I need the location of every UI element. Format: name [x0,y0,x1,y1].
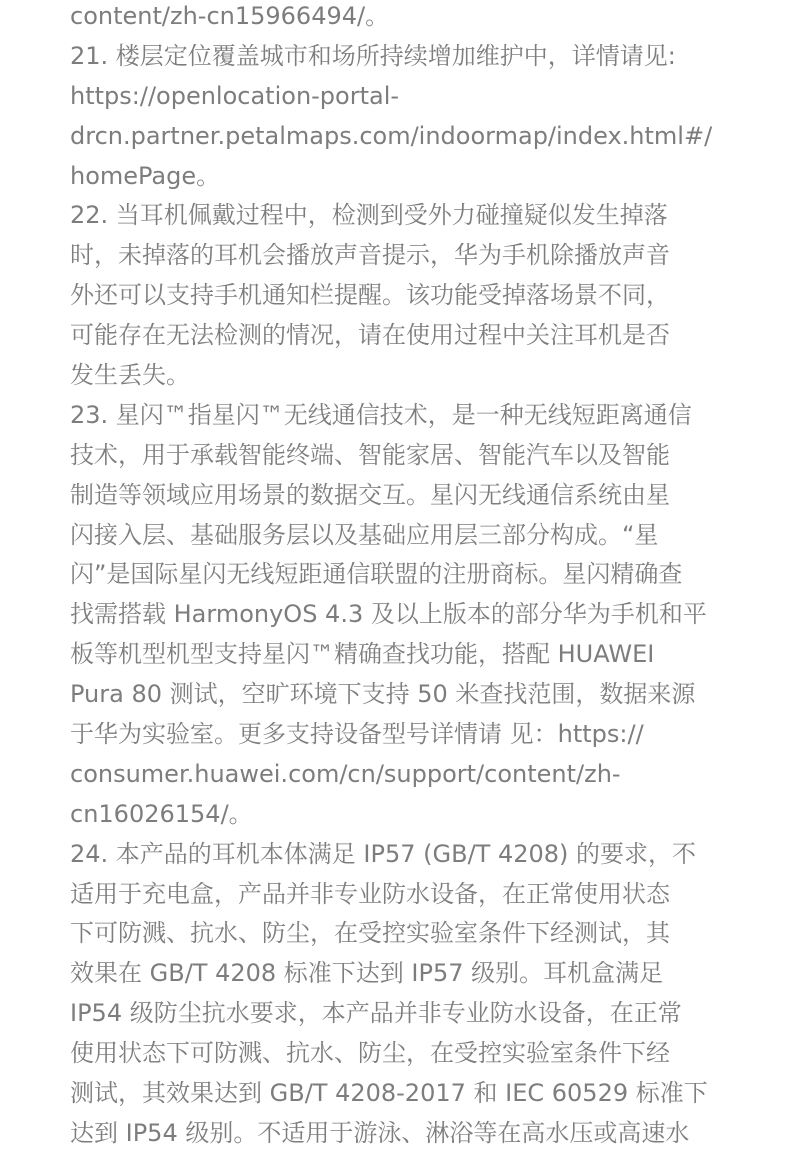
note-link-line[interactable]: homePage。 [70,161,221,190]
note-line: 板等机型机型支持星闪™精确查找功能，搭配 HUAWEI [70,640,655,669]
note-23 [70,396,720,835]
note-line: 制造等领域应用场景的数据交互。星闪无线通信系统由星 [70,480,670,509]
footnotes-document [70,0,720,1154]
note-line: Pura 80 测试，空旷环境下支持 50 米查找范围，数据来源 [70,680,696,709]
note-line: 24. 本产品的耳机本体满足 IP57 (GB/T 4208) 的要求，不 [70,839,697,868]
note-21 [70,37,720,197]
note-line: 于华为实验室。更多支持设备型号详情请 见：https:// [70,720,644,749]
note-line: 适用于充电盒，产品并非专业防水设备，在正常使用状态 [70,879,670,908]
note-line: 22. 当耳机佩戴过程中，检测到受外力碰撞疑似发生掉落 [70,201,668,230]
note-link-line[interactable]: consumer.huawei.com/cn/support/content/zh- [70,759,621,788]
note-line: content/zh-cn15966494/。 [70,2,390,30]
note-22 [70,196,720,395]
note-link-line[interactable]: cn16026154/。 [70,799,253,828]
note-line: 效果在 GB/T 4208 标准下达到 IP57 级别。耳机盒满足 [70,959,664,988]
note-line: 测试，其效果达到 GB/T 4208-2017 和 IEC 60529 标准下 [70,1079,708,1108]
note-link-line[interactable]: drcn.partner.petalmaps.com/indoormap/index.html#/ [70,121,713,150]
note-line: 23. 星闪™指星闪™无线通信技术，是一种无线短距离通信 [70,400,692,429]
note-line: 闪接入层、基础服务层以及基础应用层三部分构成。“星 [70,520,659,549]
note-line: 使用状态下可防溅、抗水、防尘，在受控实验室条件下经 [70,1039,670,1068]
note-line: 时，未掉落的耳机会播放声音提示，华为手机除播放声音 [70,241,670,270]
note-line: 发生丢失。 [70,361,190,390]
note-line: 可能存在无法检测的情况，请在使用过程中关注耳机是否 [70,321,670,350]
note-line: 下可防溅、抗水、防尘，在受控实验室条件下经测试，其 [70,919,670,948]
note-line: 外还可以支持手机通知栏提醒。该功能受掉落场景不同， [70,281,670,310]
note-line: 闪”是国际星闪无线短距通信联盟的注册商标。星闪精确查 [70,560,683,589]
note-line: IP54 级防尘抗水要求，本产品并非专业防水设备，在正常 [70,999,682,1028]
note-24 [70,835,720,1154]
note-20-tail [70,0,720,37]
note-line: 找需搭载 HarmonyOS 4.3 及以上版本的部分华为手机和平 [70,600,707,629]
note-line: 21. 楼层定位覆盖城市和场所持续增加维护中，详情请见: [70,41,676,70]
note-line: 达到 IP54 级别。不适用于游泳、淋浴等在高水压或高速水 [70,1118,690,1147]
note-link-line[interactable]: https://openlocation-portal- [70,81,400,110]
note-line: 技术，用于承载智能终端、智能家居、智能汽车以及智能 [70,440,670,469]
